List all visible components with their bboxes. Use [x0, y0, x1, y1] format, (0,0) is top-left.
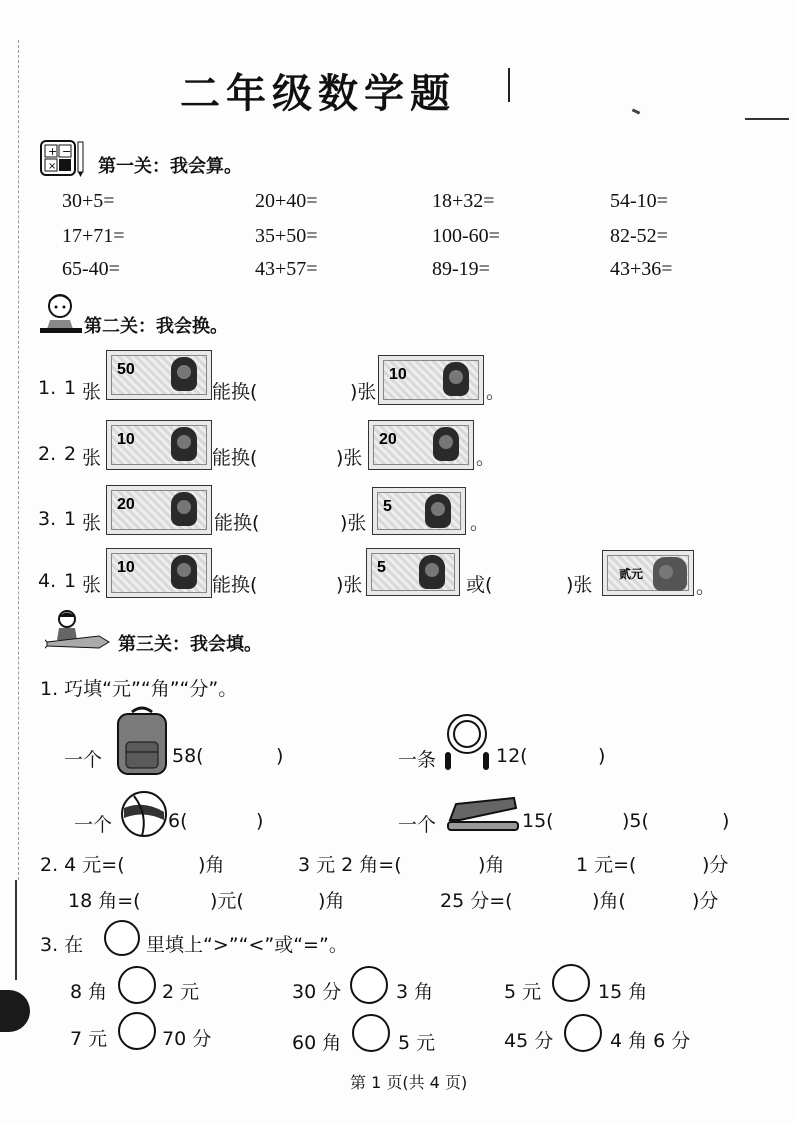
compare-left: 8 角 — [70, 981, 108, 1003]
rocket-rider-icon — [45, 610, 111, 652]
ball-icon — [120, 790, 168, 838]
section3-heading: 第三关：我会填。 — [118, 634, 262, 655]
exchange-label: 能换( — [212, 574, 258, 596]
question-1-label: 1. 巧填“元”“角”“分”。 — [40, 678, 238, 700]
banknote-value: 10 — [117, 431, 135, 448]
conversion-item: )元( — [210, 890, 244, 912]
calc-item: 43+57= — [255, 258, 318, 280]
banknote-image — [372, 487, 466, 535]
conversion-item: )分 — [702, 854, 729, 876]
question-3-label: 3. 在 — [40, 934, 84, 956]
backpack-icon — [112, 706, 172, 776]
conversion-item: 25 分=( — [440, 890, 513, 912]
item-number: 3. — [38, 508, 57, 530]
fold-line — [18, 40, 19, 880]
calc-item: 89-19= — [432, 258, 490, 280]
banknote-value: 20 — [379, 431, 397, 448]
question-3-label: 里填上“>”“<”或“=”。 — [146, 934, 348, 956]
calc-item: 35+50= — [255, 225, 318, 247]
compare-circle-sample — [104, 920, 140, 956]
banknote-value: 10 — [389, 366, 407, 383]
banknote-image — [106, 420, 212, 470]
zhang-label: 张 — [82, 512, 102, 534]
or-label: 或( — [466, 574, 493, 596]
compare-circle[interactable] — [118, 1012, 156, 1050]
measure-word: 一个 — [74, 814, 113, 836]
banknote-image — [106, 548, 212, 598]
calc-item: 18+32= — [432, 190, 495, 212]
item-number: 2. — [38, 443, 57, 465]
answer-blank-close: ) — [722, 810, 730, 832]
answer-blank: 12( — [496, 745, 528, 767]
calc-item: 54-10= — [610, 190, 668, 212]
compare-circle[interactable] — [118, 966, 156, 1004]
measure-word: 一个 — [398, 814, 437, 836]
compare-left: 45 分 — [504, 1030, 554, 1052]
calc-item: 43+36= — [610, 258, 673, 280]
answer-blank-mid: )5( — [622, 810, 649, 832]
calc-item: 17+71= — [62, 225, 125, 247]
zhang-label: )张 — [340, 512, 367, 534]
compare-left: 7 元 — [70, 1028, 108, 1050]
zhang-label: 张 — [82, 447, 102, 469]
conversion-item: )角( — [592, 890, 626, 912]
section2-heading: 第二关：我会换。 — [84, 316, 228, 337]
calc-item: 30+5= — [62, 190, 115, 212]
conversion-item: )分 — [692, 890, 719, 912]
conversion-item: 1 元=( — [576, 854, 637, 876]
measure-word: 一条 — [398, 749, 437, 771]
compare-right: 4 角 6 分 — [610, 1030, 691, 1052]
banknote-image — [602, 550, 694, 596]
banknote-value: 20 — [117, 496, 135, 513]
compare-left: 5 元 — [504, 981, 542, 1003]
compare-circle[interactable] — [564, 1014, 602, 1052]
end-mark: 。 — [476, 447, 496, 469]
banknote-value: 5 — [377, 559, 386, 576]
jump-rope-icon — [440, 712, 494, 774]
banknote-value: 5 — [383, 498, 392, 515]
compare-left: 30 分 — [292, 981, 342, 1003]
student-icon — [38, 292, 84, 334]
end-mark: 。 — [470, 512, 490, 534]
calc-item: 20+40= — [255, 190, 318, 212]
measure-word: 一个 — [64, 749, 103, 771]
conversion-item: 2. 4 元=( — [40, 854, 125, 876]
banknote-image — [106, 350, 212, 400]
svg-text:+: + — [48, 145, 58, 158]
end-mark: 。 — [696, 576, 716, 598]
answer-blank: 6( — [168, 810, 188, 832]
compare-right: 70 分 — [162, 1028, 212, 1050]
banknote-value: 10 — [117, 559, 135, 576]
answer-blank-close: ) — [598, 745, 606, 767]
conversion-item: )角 — [478, 854, 505, 876]
zhang-label: 张 — [82, 574, 102, 596]
note-count: 2 — [64, 443, 77, 465]
svg-text:×: × — [48, 161, 57, 172]
item-number: 1. — [38, 377, 57, 399]
banknote-value: 50 — [117, 361, 135, 378]
edge-mark — [745, 118, 789, 120]
compare-circle[interactable] — [552, 964, 590, 1002]
conversion-item: )角 — [198, 854, 225, 876]
banknote-image — [366, 548, 460, 596]
zhang-label: 张 — [82, 381, 102, 403]
note-count: 1 — [64, 377, 77, 399]
answer-blank-close: ) — [256, 810, 264, 832]
zhang-label: )张 — [336, 447, 363, 469]
banknote-image — [106, 485, 212, 535]
section1-heading: 第一关：我会算。 — [98, 156, 242, 177]
calculator-icon — [40, 140, 84, 178]
end-mark: 。 — [486, 381, 506, 403]
page-footer: 第 1 页(共 4 页) — [350, 1073, 468, 1092]
note-count: 1 — [64, 508, 77, 530]
calc-item: 65-40= — [62, 258, 120, 280]
compare-left: 60 角 — [292, 1032, 342, 1054]
title-cursor-mark — [508, 68, 510, 102]
svg-text:−: − — [62, 145, 72, 158]
page-title: 二年级数学题 — [180, 70, 456, 117]
compare-circle[interactable] — [350, 966, 388, 1004]
banknote-value: 贰元 — [619, 567, 644, 581]
compare-right: 15 角 — [598, 981, 648, 1003]
exchange-label: 能换( — [214, 512, 260, 534]
stapler-icon — [446, 790, 520, 834]
banknote-image — [368, 420, 474, 470]
calc-item: 100-60= — [432, 225, 500, 247]
exchange-label: 能换( — [212, 381, 258, 403]
conversion-item: )角 — [318, 890, 345, 912]
calc-item: 82-52= — [610, 225, 668, 247]
item-number: 4. — [38, 570, 57, 592]
banknote-image — [378, 355, 484, 405]
answer-blank-close: ) — [276, 745, 284, 767]
compare-right: 5 元 — [398, 1032, 436, 1054]
note-count: 1 — [64, 570, 77, 592]
binder-mark — [15, 880, 17, 980]
punch-hole — [0, 990, 30, 1032]
answer-blank: 15( — [522, 810, 554, 832]
zhang-label: )张 — [336, 574, 363, 596]
conversion-item: 3 元 2 角=( — [298, 854, 402, 876]
zhang-label: )张 — [566, 574, 593, 596]
compare-right: 3 角 — [396, 981, 434, 1003]
answer-blank: 58( — [172, 745, 204, 767]
zhang-label: )张 — [350, 381, 377, 403]
scan-speck — [632, 108, 641, 114]
compare-right: 2 元 — [162, 981, 200, 1003]
compare-circle[interactable] — [352, 1014, 390, 1052]
exchange-label: 能换( — [212, 447, 258, 469]
conversion-item: 18 角=( — [68, 890, 141, 912]
